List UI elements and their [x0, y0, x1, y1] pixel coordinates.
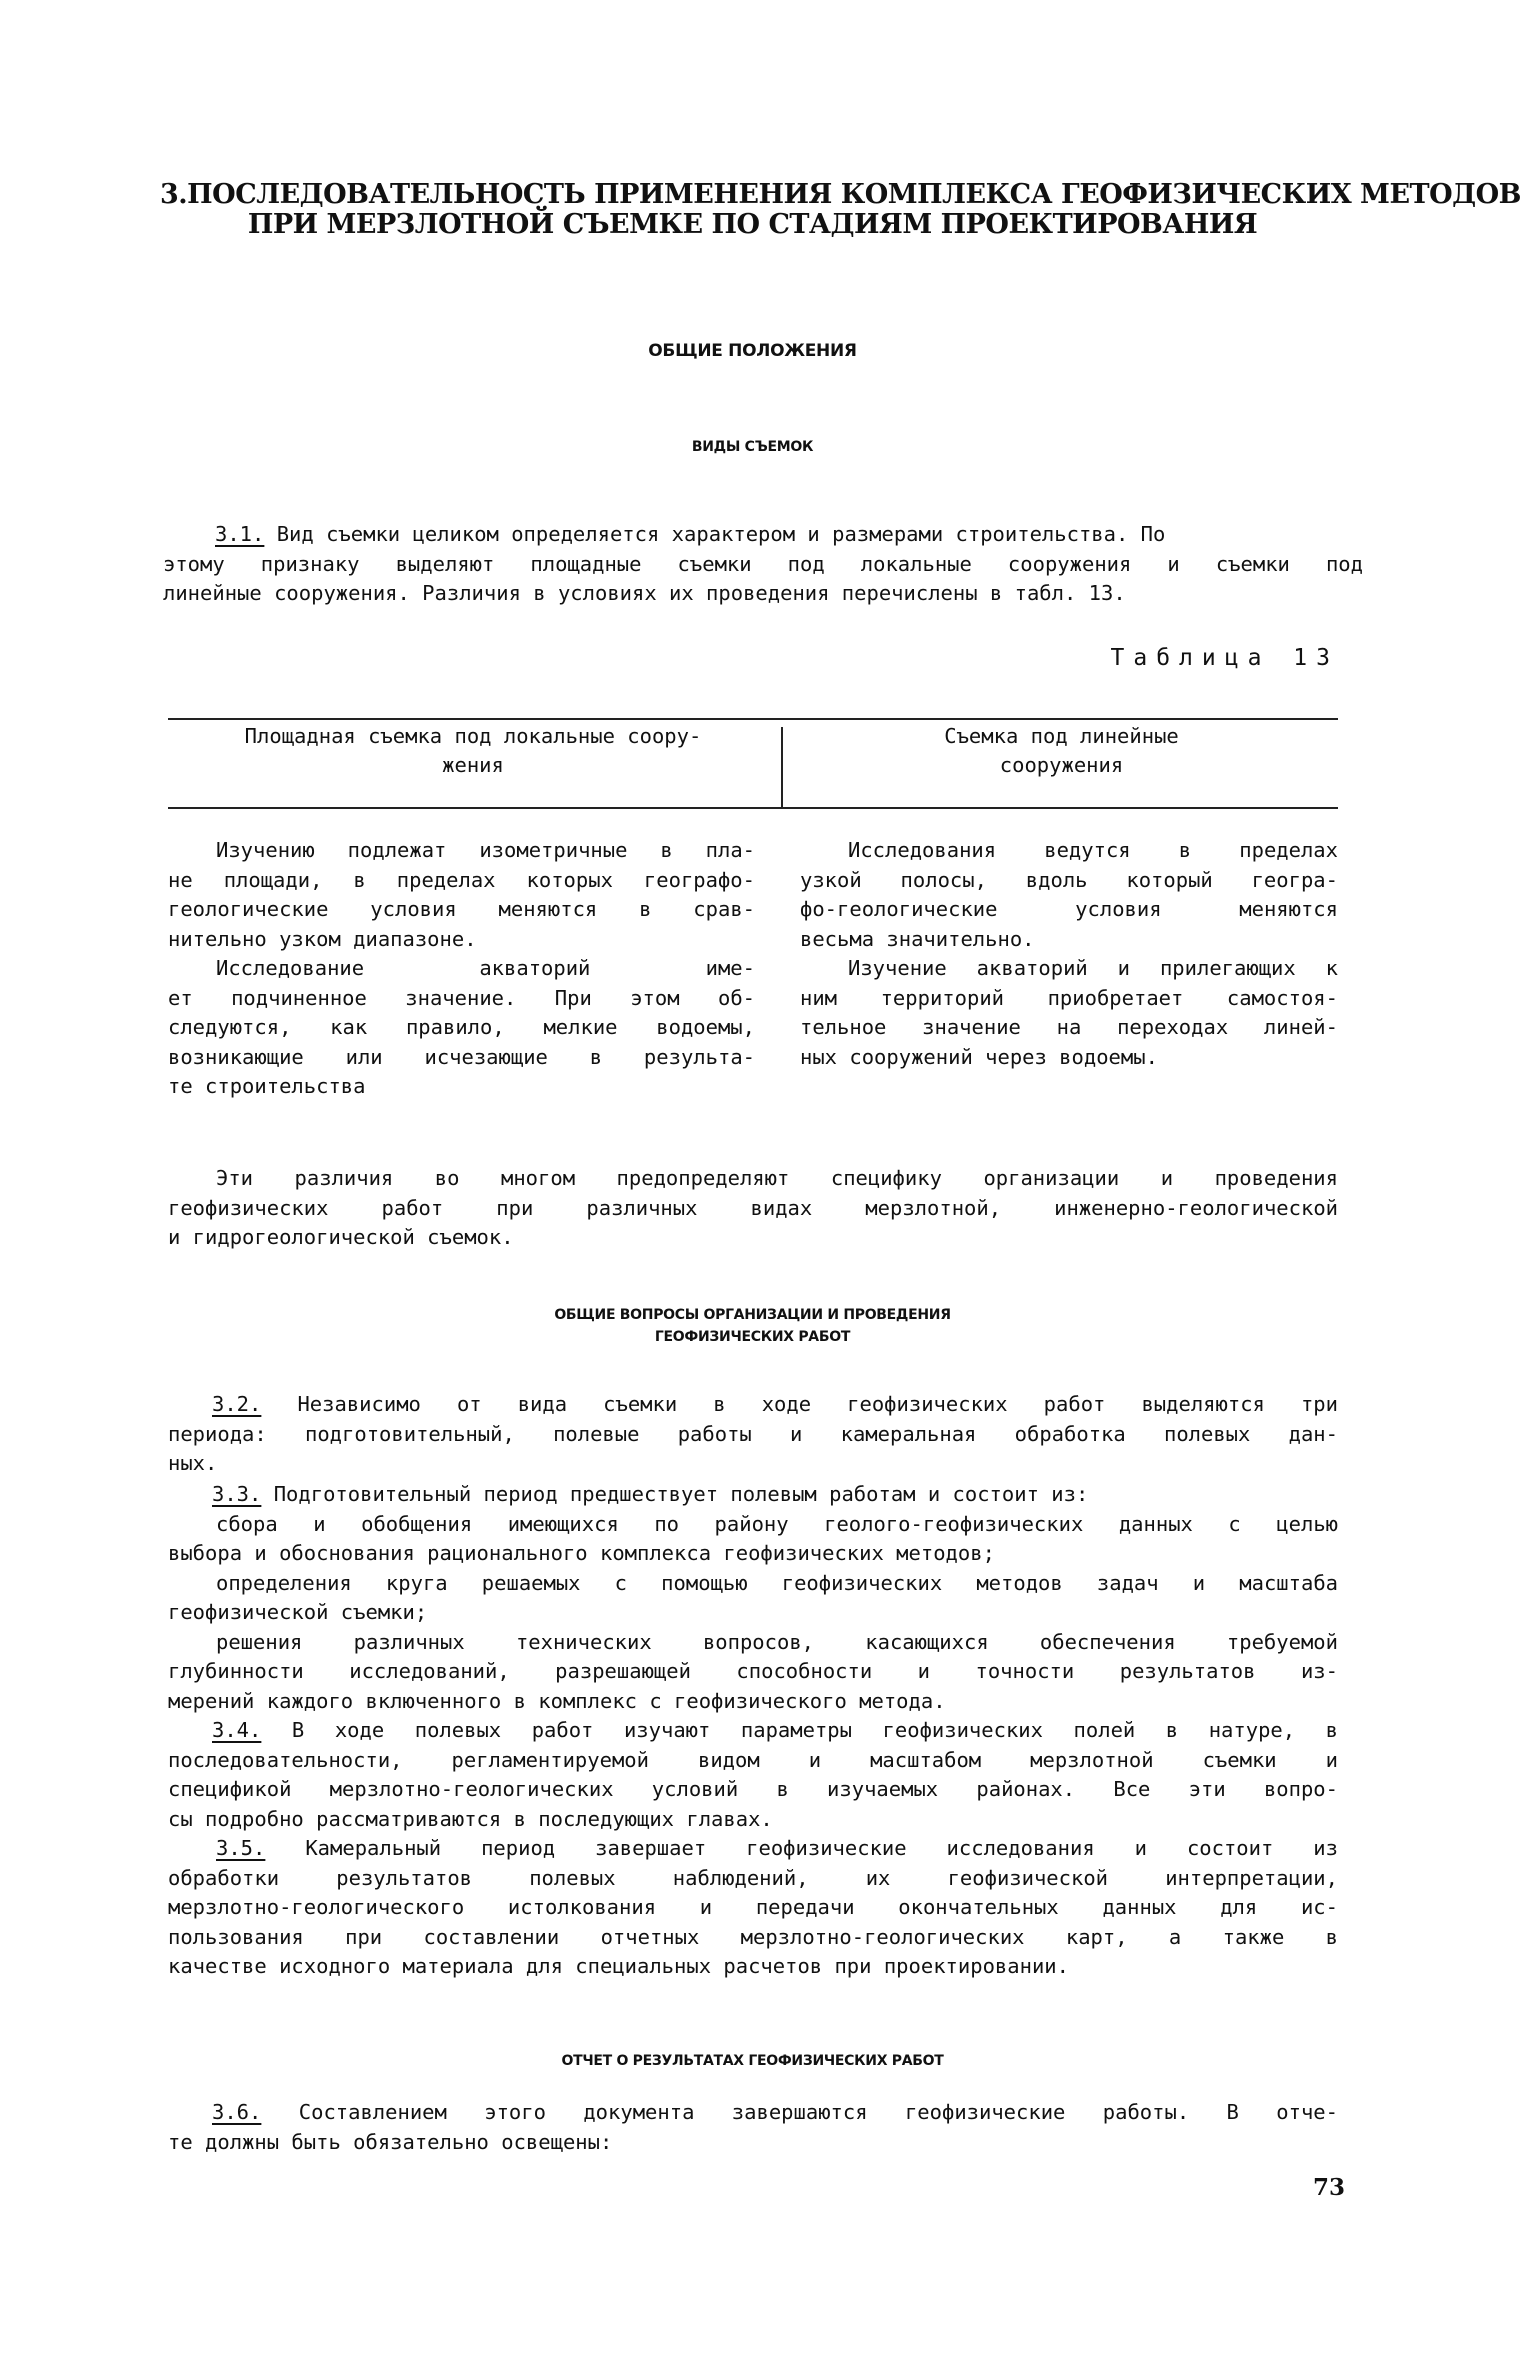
heading-organization: ОБЩИЕ ВОПРОСЫ ОРГАНИЗАЦИИ И ПРОВЕДЕНИЯ ГЕОФИЗИЧЕСКИХ РАБОТ	[554, 1307, 951, 1345]
paragraph-number: 3.3.	[212, 1482, 262, 1506]
table-top-rule	[168, 718, 1338, 720]
paragraph-number: 3.1.	[215, 522, 265, 546]
paragraph-3-5: 3.5. Камеральный период завершает геофизические исследования и состоит из обработки результатов полевых наблюдений, их геофизической интерпретации, мерзлотно-геологического истолкования и передачи окончательных данных для ис- пользования при составлении отчетных мерзлотно-геологических карт, а также в качестве исходного материала для специальных расчетов при проектировании.	[168, 1836, 1338, 1978]
paragraph-number: 3.4.	[212, 1718, 262, 1742]
table-header-local: Площадная съемка под локальные соору- жения	[244, 724, 702, 777]
paragraph-3-2: 3.2. Независимо от вида съемки в ходе геофизических работ выделяются три периода: подготовительный, полевые работы и камеральная обработка полевых дан- ных.	[168, 1392, 1338, 1475]
section-title-line-2: ПРИ МЕРЗЛОТНОЙ СЪЕМКЕ ПО СТАДИЯМ ПРОЕКТИРОВАНИЯ	[247, 209, 1258, 240]
section-title-line-1: 3.ПОСЛЕДОВАТЕЛЬНОСТЬ ПРИМЕНЕНИЯ КОМПЛЕКСА ГЕОФИЗИЧЕСКИХ МЕТОДОВ	[160, 179, 1521, 210]
table-caption: Таблица 13	[1110, 645, 1339, 671]
paragraph-after-table: Эти различия во многом предопределяют специфику организации и проведения геофизических работ при различных видах мерзлотной, инженерно-геологической и гидрогеологической съемок.	[168, 1166, 1338, 1249]
paragraph-number: 3.6.	[212, 2100, 262, 2124]
table-cell-local: Изучению подлежат изометричные в пла- не площади, в пределах которых географо- геологические условия меняются в срав- нительно узком диапазоне. Исследование акваторий име- ет подчиненное значение. При этом об- следуются, как правило, мелкие водоемы, возникающие или исчезающие в результа- те строительства	[168, 838, 755, 1098]
section-title	[160, 179, 1521, 240]
heading-survey-types: ВИДЫ СЪЕМОК	[691, 439, 814, 455]
paragraph-3-1: 3.1. Вид съемки целиком определяется характером и размерами строительства. По этому признаку выделяют площадные съемки под локальные сооружения и съемки под линейные сооружения. Различия в условиях их проведения перечислены в табл. 13.	[163, 522, 1363, 605]
table-header-linear: Съемка под линейные сооружения	[944, 724, 1179, 777]
page-number: 73	[1312, 2174, 1345, 2201]
table-cell-linear: Исследования ведутся в пределах узкой полосы, вдоль который геогра- фо-геологические условия меняются весьма значительно. Изучение акваторий и прилегающих к ним территорий приобретает самостоя- тельное значение на переходах линей- ных сооружений через водоемы.	[800, 838, 1338, 1069]
table-header-rule	[168, 807, 1338, 809]
heading-general: ОБЩИЕ ПОЛОЖЕНИЯ	[648, 341, 857, 361]
paragraph-number: 3.5.	[216, 1836, 266, 1860]
heading-report: ОТЧЕТ О РЕЗУЛЬТАТАХ ГЕОФИЗИЧЕСКИХ РАБОТ	[561, 2053, 944, 2069]
paragraph-3-6: 3.6. Составлением этого документа завершаются геофизические работы. В отче- те должны быть обязательно освещены:	[168, 2100, 1338, 2154]
paragraph-3-4: 3.4. В ходе полевых работ изучают параметры геофизических полей в натуре, в последовательности, регламентируемой видом и масштабом мерзлотной съемки и спецификой мерзлотно-геологических условий в изучаемых районах. Все эти вопро- сы подробно рассматриваются в последующих главах.	[168, 1718, 1338, 1831]
table-column-divider	[781, 727, 783, 807]
paragraph-3-3: 3.3. Подготовительный период предшествует полевым работам и состоит из: сбора и обобщения имеющихся по району геолого-геофизических данных с целью выбора и обоснования рационального комплекса геофизических методов; определения круга решаемых с помощью геофизических методов задач и масштаба геофизической съемки; решения различных технических вопросов, касающихся обеспечения требуемой глубинности исследований, разрешающей способности и точности результатов из- мерений каждого включенного в комплекс с геофизического метода.	[168, 1482, 1338, 1713]
paragraph-number: 3.2.	[212, 1392, 262, 1416]
